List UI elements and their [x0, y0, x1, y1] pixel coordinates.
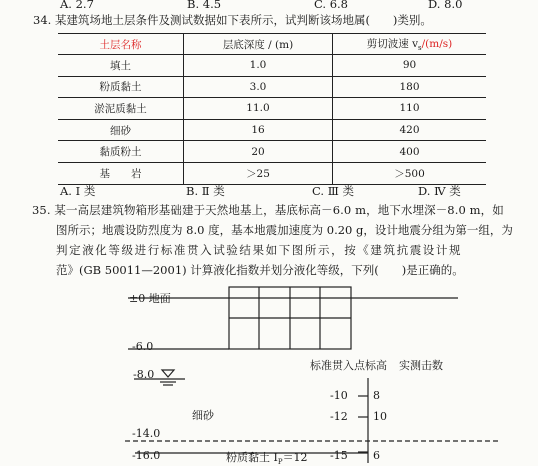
label-water: -8.0: [133, 368, 155, 381]
q34-stem: 34. 某建筑场地土层条件及测试数据如下表所示，试判断该场地属( )类别。: [33, 13, 432, 27]
col-head-blows: 实测击数: [399, 359, 443, 372]
spt-blows: 10: [373, 410, 387, 423]
cell-depth: ＞25: [184, 162, 333, 184]
cell-velocity: 420: [333, 119, 487, 141]
q35-line-3: 判定液化等级进行标准贯入试验结果如下图所示，按《建筑抗震设计规: [56, 243, 463, 257]
prev-option-c: C. 6.8: [314, 0, 348, 11]
prev-option-d: D. 8.0: [428, 0, 463, 11]
cell-velocity: 400: [333, 141, 487, 163]
cell-soil: 粉质黏土: [58, 76, 184, 98]
label-base: -6.0: [132, 340, 154, 353]
cell-soil: 细砂: [58, 119, 184, 141]
col-head-elevation: 标准贯入点标高: [310, 359, 387, 372]
spt-blows: 6: [373, 449, 380, 462]
spt-blows: 8: [373, 389, 380, 402]
spt-elev: -15: [330, 449, 348, 462]
label-depth-16: -16.0: [132, 449, 161, 462]
cell-soil: 淤泥质黏土: [58, 98, 184, 120]
cell-depth: 20: [184, 141, 333, 163]
cell-depth: 3.0: [184, 76, 333, 98]
q35-line-2: 图所示；地震设防烈度为 8.0 度，基本地震加速度为 0.20 g，设计地震分组为第一组，为: [56, 223, 513, 237]
label-clay: 粉质黏土 $I_P=12$: [226, 451, 308, 466]
cell-velocity: 90: [333, 55, 487, 77]
q34-option-c: C. Ⅲ 类: [312, 184, 354, 198]
cell-velocity: ＞500: [333, 162, 487, 184]
header-depth: 层底深度 / (m): [184, 34, 333, 55]
water-level-icon: [162, 370, 174, 377]
spt-elev: -12: [330, 410, 348, 423]
prev-option-a: A. 2.7: [60, 0, 94, 11]
header-soil-name: 土层名称: [58, 34, 184, 55]
cell-soil: 黏质粉土: [58, 141, 184, 163]
q35-line-4: 范》(GB 50011—2001) 计算液化指数并划分液化等级，下列( )是正确的。: [56, 263, 464, 277]
label-depth-14: -14.0: [132, 427, 161, 440]
cell-depth: 16: [184, 119, 333, 141]
q35-line-1: 35. 某一高层建筑物箱形基础建于天然地基上，基底标高－6.0 m，地下水埋深－8.0 m，如: [32, 203, 504, 217]
cell-soil: 填土: [58, 55, 184, 77]
label-ground: ±0 地面: [129, 292, 171, 305]
q34-option-d: D. Ⅳ 类: [418, 184, 461, 198]
spt-elev: -10: [330, 389, 348, 402]
q34-option-b: B. Ⅱ 类: [186, 184, 225, 198]
prev-option-b: B. 4.5: [187, 0, 222, 11]
q34-option-a: A. Ⅰ 类: [60, 184, 96, 198]
header-shear-velocity: 剪切波速 $v_s/(m/s)$: [333, 34, 487, 55]
cell-velocity: 110: [333, 98, 487, 120]
cell-depth: 11.0: [184, 98, 333, 120]
cell-velocity: 180: [333, 76, 487, 98]
cell-soil: 基 岩: [58, 162, 184, 184]
cell-depth: 1.0: [184, 55, 333, 77]
label-sand: 细砂: [192, 409, 214, 422]
